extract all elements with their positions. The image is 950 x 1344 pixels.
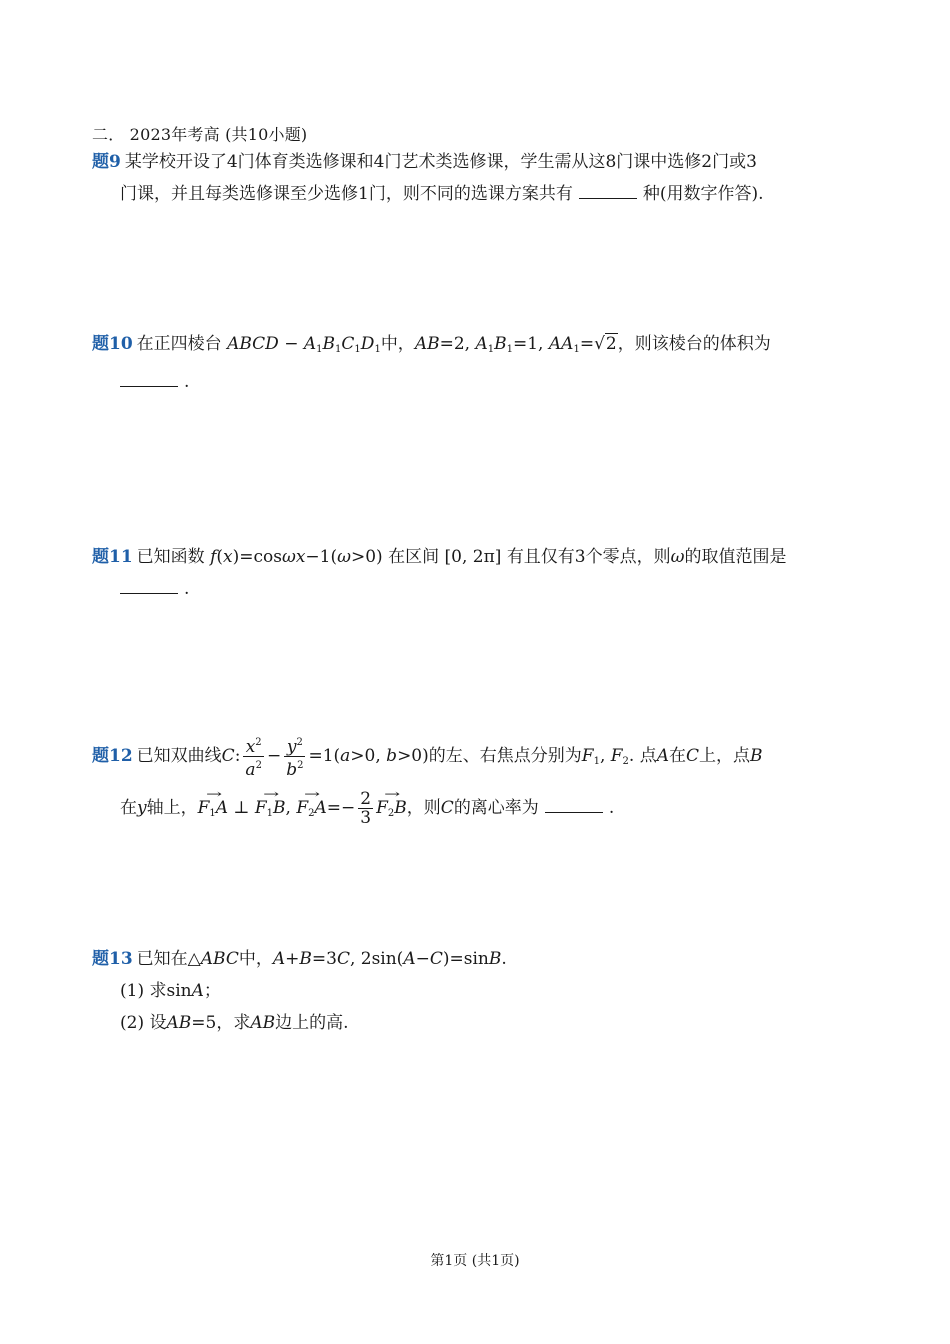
problem-text: . [608,798,615,818]
problem-text: 点 [639,746,657,766]
problem-text: 轴上， [146,798,198,818]
math-expression: ABCD − $A_1B_1C_1D_1$ [227,334,381,355]
answer-blank[interactable] [120,368,178,387]
subquestion-1: (1) 求 [120,981,167,1001]
problem-id: 题12 [92,746,133,766]
problem-text: 已知双曲线 [136,746,222,766]
problem-text: . [184,579,190,599]
problem-12 [92,734,862,834]
problem-text: 的取值范围是 [684,547,787,567]
problem-text: . [184,372,190,392]
section-title: 二． 2023年考高 (共10小题) [92,125,308,144]
math-expression: A [656,746,670,766]
problem-text: 有且仅有3个零点，则 [506,547,671,567]
answer-blank[interactable] [579,180,637,199]
problem-text: 已知在△ [136,949,201,969]
problem-text: 边上的高. [275,1013,349,1033]
problem-id: 题9 [92,152,121,172]
problem-text: 某学校开设了4门体育类选修课和4门艺术类选修课，学生需从这8门课中选修2门或3 [124,152,757,172]
problem-text: 的离心率为 [453,798,539,818]
answer-blank[interactable] [120,575,178,594]
math-expression: C: $\frac{x^2}{a^2}$ − $\frac{y^2}{b^2}$ =1(a>0, b>0) [222,746,429,766]
problem-text: ； [203,981,221,1001]
math-expression: ABC [200,949,239,969]
math-expression: f(x)=cosωx−1(ω>0) [210,547,383,567]
problem-id: 题11 [92,547,133,567]
problem-text: ，则 [406,798,441,818]
answer-blank[interactable] [545,794,603,813]
math-expression: C [686,746,700,766]
math-expression: C [440,798,454,818]
problem-text: ，求 [216,1013,251,1033]
problem-9 [92,146,862,210]
math-expression: [0, 2π] [444,547,502,567]
math-expression: AB [250,1013,276,1033]
page-footer: 第1页 (共1页) [430,1253,520,1269]
problem-11 [92,541,862,605]
problem-text: ，则该棱台的体积为 [617,334,771,354]
problem-text: 在 [669,746,687,766]
math-expression: B [750,746,763,766]
math-expression: $F_1$, $F_2$. [581,746,640,767]
problem-text: 上，点 [699,746,751,766]
math-expression: y [137,798,147,818]
problem-id: 题10 [92,334,133,354]
math-expression: A+B=3C, 2sin(A−C)=sinB. [272,949,507,969]
math-expression: → $F_1A$ ⊥ → $F_1B$, → $F_2A=-$ $\frac{2}{3}$ → $F_2B$ [198,798,407,818]
problem-text: 在正四棱台 [136,334,222,354]
math-expression: AB=2, $A_1B_1=1$, $AA_1=√2$ [414,334,617,355]
math-expression: ω [670,547,685,567]
problem-13 [92,943,862,1039]
math-expression: AB=5 [166,1013,217,1033]
problem-text: 门课，并且每类选修课至少选修1门，则不同的选课方案共有 [120,184,573,204]
problem-id: 题13 [92,949,133,969]
problem-text: 的左、右焦点分别为 [428,746,582,766]
problem-text: 已知函数 [136,547,205,567]
problem-text: 在 [120,798,137,818]
problem-text: 在区间 [388,547,440,567]
problem-text: 中， [380,334,415,354]
subquestion-2: (2) 设 [120,1013,167,1033]
problem-10 [92,328,862,398]
math-expression: sinA [166,981,204,1001]
problem-text: 种(用数字作答). [642,184,764,204]
problem-text: 中， [238,949,273,969]
